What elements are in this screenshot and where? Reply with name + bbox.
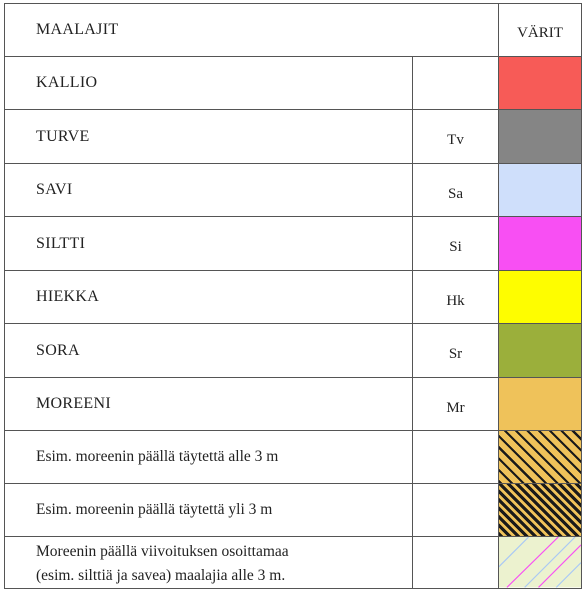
color-swatch [499, 217, 581, 270]
soil-code: Mr [413, 378, 499, 431]
soil-name-line-1: Moreenin päällä viivoituksen osoittamaa [36, 542, 289, 560]
soil-code [413, 431, 499, 484]
color-swatch-cell [499, 164, 582, 217]
soil-code [413, 537, 499, 589]
color-swatch-cell [499, 217, 582, 271]
soil-code: Hk [413, 271, 499, 324]
color-swatch-cell [499, 324, 582, 378]
color-swatch-cell [499, 57, 582, 110]
soil-name: SORA [5, 324, 413, 378]
lined-swatch-cell [499, 537, 582, 589]
table-row [5, 324, 582, 378]
color-swatch-cell [499, 110, 582, 164]
soil-code: Sr [413, 324, 499, 378]
table-row [5, 164, 582, 217]
color-swatch [499, 324, 581, 377]
header-row [5, 4, 582, 57]
soil-code [413, 484, 499, 537]
table-row [5, 431, 582, 484]
soil-name: SAVI [5, 164, 413, 217]
lined-swatch [499, 537, 581, 587]
legend-table [4, 3, 582, 589]
soil-name: Esim. moreenin päällä täytettä alle 3 m [5, 431, 413, 484]
hatched-swatch [499, 431, 581, 483]
table-row [5, 484, 582, 537]
color-swatch-cell [499, 271, 582, 324]
header-colors: VÄRIT [499, 4, 582, 57]
table-row [5, 378, 582, 431]
table-row [5, 57, 582, 110]
color-swatch [499, 110, 581, 163]
hatched-swatch [499, 484, 581, 536]
color-swatch [499, 164, 581, 216]
table-row [5, 271, 582, 324]
soil-name: KALLIO [5, 57, 413, 110]
color-swatch [499, 378, 581, 430]
color-swatch [499, 271, 581, 323]
hatched-swatch-cell [499, 484, 582, 537]
soil-name: TURVE [5, 110, 413, 164]
soil-code: Sa [413, 164, 499, 217]
hatched-swatch-cell [499, 431, 582, 484]
color-swatch [499, 57, 581, 109]
color-swatch-cell [499, 378, 582, 431]
soil-name: MOREENI [5, 378, 413, 431]
table-row [5, 537, 582, 589]
soil-code [413, 57, 499, 110]
soil-name: Esim. moreenin päällä täytettä yli 3 m [5, 484, 413, 537]
soil-code: Si [413, 217, 499, 271]
soil-name-line-2: (esim. silttiä ja savea) maalajia alle 3 m. [36, 566, 286, 584]
lined-swatch-background [499, 537, 581, 587]
soil-name: SILTTI [5, 217, 413, 271]
soil-name: HIEKKA [5, 271, 413, 324]
table-row [5, 217, 582, 271]
soil-name [5, 537, 413, 589]
table-row [5, 110, 582, 164]
header-soil-types: MAALAJIT [5, 4, 499, 57]
soil-code: Tv [413, 110, 499, 164]
